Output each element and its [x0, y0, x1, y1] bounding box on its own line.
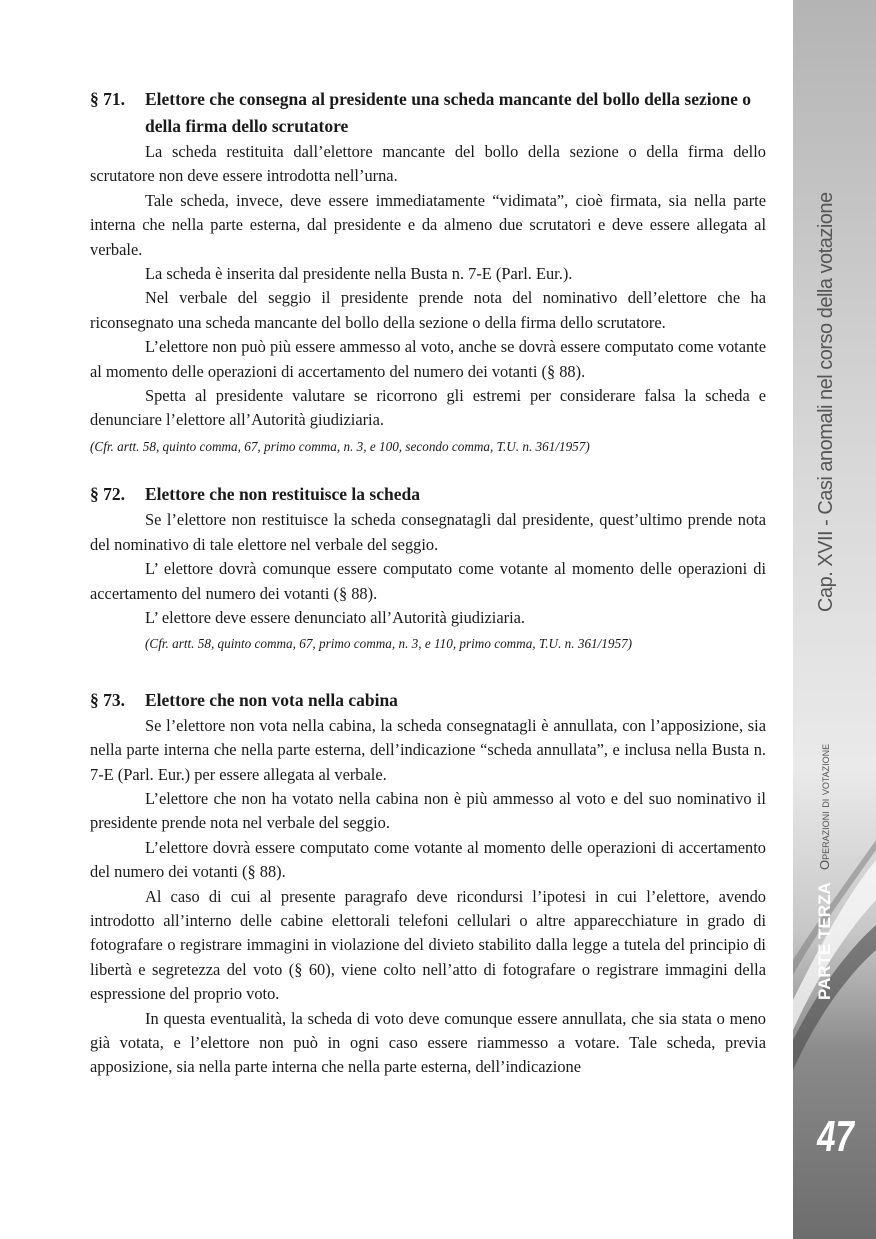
decorative-swoosh — [793, 0, 876, 1239]
part-subtitle: Operazioni di votazione — [817, 743, 832, 870]
page-body — [90, 86, 766, 1102]
page-number: 47 — [817, 1112, 854, 1161]
paragraph: Spetta al presidente valutare se ricorrono gli estremi per considerare falsa la scheda e denunciare l’elettore all’Autorità giudiziaria. — [90, 386, 766, 430]
section-72 — [90, 481, 766, 656]
paragraph: L’elettore che non ha votato nella cabina non è più ammesso al voto e del suo nominativo il presidente prende nota nel verbale del seggio. — [90, 788, 766, 833]
paragraph: L’elettore non può più essere ammesso al voto, anche se dovrà essere computato come votante al momento delle operazioni di accertamento del numero dei votanti (§ 88). — [90, 337, 766, 381]
paragraph: L’ elettore dovrà comunque essere computato come votante al momento delle operazioni di accertamento del numero dei votanti (§ 88). — [90, 559, 766, 603]
chapter-title: Cap. XVII - Casi anomali nel corso della votazione — [815, 192, 837, 612]
section-71 — [90, 86, 766, 459]
section-73 — [90, 687, 766, 1080]
paragraph: Se l’elettore non restituisce la scheda consegnatagli dal presidente, quest’ultimo prende nota del nominativo di tale elettore nel verbale del seggio. — [90, 510, 766, 554]
legal-reference: (Cfr. artt. 58, quinto comma, 67, primo comma, n. 3, e 100, secondo comma, T.U. n. 361/1957) — [90, 438, 590, 454]
section-heading: § 73. Elettore che non vota nella cabina — [90, 689, 398, 710]
paragraph: L’elettore dovrà essere computato come votante al momento delle operazioni di accertamento del numero dei votanti (§ 88). — [90, 837, 766, 882]
paragraph: La scheda restituita dall’elettore mancante del bollo della sezione o della firma dello scrutatore non deve essere introdotta nell’urna. — [90, 142, 766, 186]
paragraph: Tale scheda, invece, deve essere immediatamente “vidimata”, cioè firmata, sia nella parte interna che nella parte esterna, dal presidente e da almeno due scrutatori e deve essere allegata al verbale. — [90, 190, 766, 259]
paragraph: Se l’elettore non vota nella cabina, la scheda consegnatagli è annullata, con l’apposizione, sia nella parte interna che nella parte esterna, dell’indicazione “scheda annullata”, e inclusa nella Busta n. 7-E (Parl. Eur.) per essere allegata al verbale. — [90, 715, 766, 784]
paragraph: La scheda è inserita dal presidente nella Busta n. 7-E (Parl. Eur.). — [145, 264, 573, 284]
paragraph: Nel verbale del seggio il presidente prende nota del nominativo dell’elettore che ha riconsegnato una scheda mancante del bollo della sezione o della firma dello scrutatore. — [90, 288, 766, 332]
paragraph: In questa eventualità, la scheda di voto deve comunque essere annullata, che sia stata o meno già votata, e l’elettore non può in ogni caso essere riammesso a votare. Tale scheda, previa apposizione, sia nella parte interna che nella parte esterna, dell’indicazione — [90, 1008, 766, 1077]
paragraph: L’ elettore deve essere denunciato all’Autorità giudiziaria. — [145, 607, 526, 627]
paragraph: Al caso di cui al presente paragrafo deve ricondursi l’ipotesi in cui l’elettore, avendo introdotto all’interno delle cabine elettorali telefoni cellulari o altre apparecchiature in grado di fotografare o registrare immagini in violazione del divieto stabilito dalla legge a tutela del principio di libertà e segretezza del voto (§ 60), viene colto nell’atto di fotografare o registrare immagini della espressione del proprio voto. — [90, 886, 766, 1004]
legal-reference: (Cfr. artt. 58, quinto comma, 67, primo comma, n. 3, e 110, primo comma, T.U. n. 361/1957) — [145, 636, 633, 652]
part-label: PARTE TERZA — [815, 882, 834, 1000]
chapter-sidebar — [793, 0, 876, 1239]
section-heading: § 72. Elettore che non restituisce la scheda — [90, 484, 420, 505]
section-heading: § 71. Elettore che consegna al presidente una scheda mancante del bollo della sezione o della firma dello scrutatore — [90, 89, 751, 136]
